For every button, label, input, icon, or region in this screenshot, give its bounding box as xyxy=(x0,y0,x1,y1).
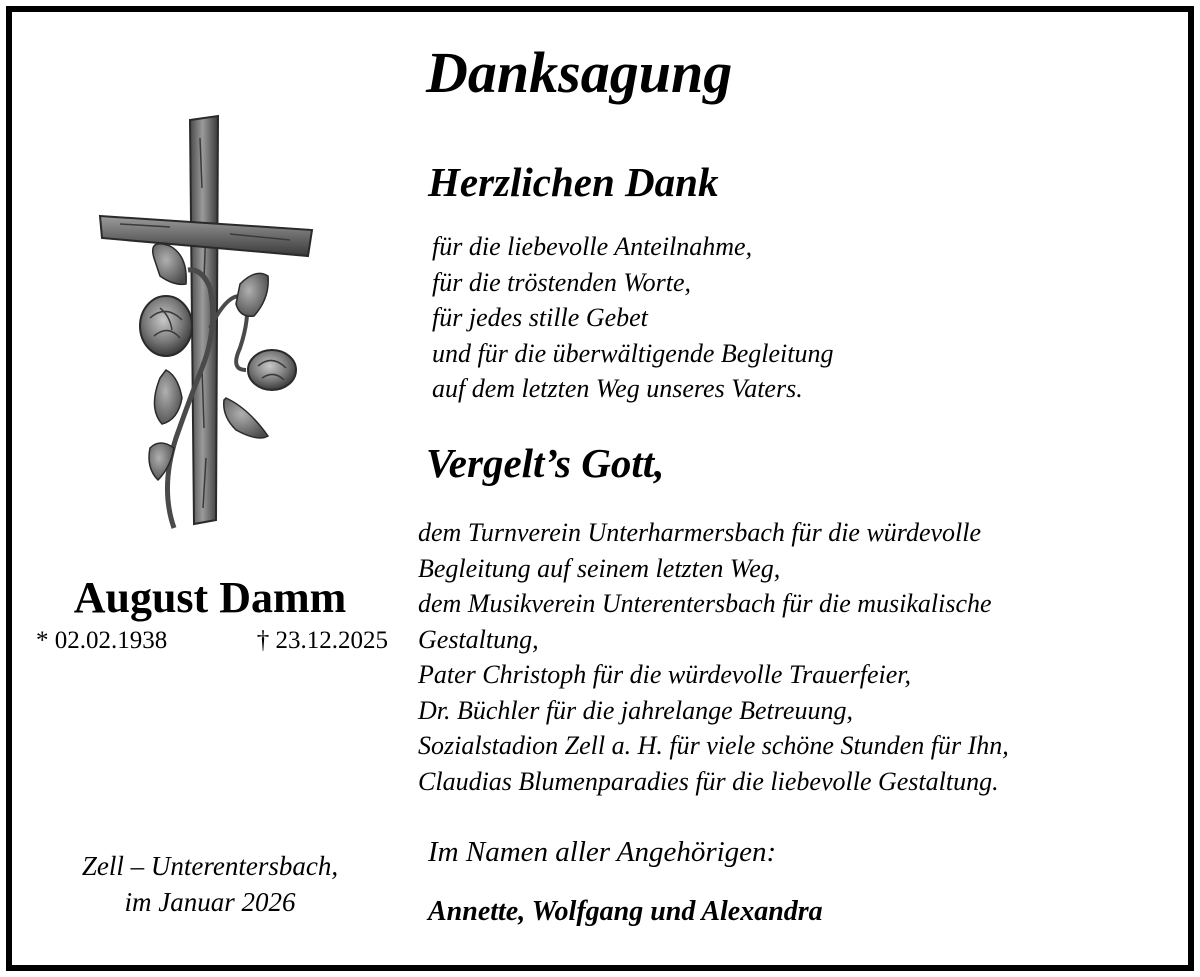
vergelts-line: Dr. Büchler für die jahrelange Betreuung, xyxy=(418,695,853,725)
thanks-heading: Herzlichen Dank xyxy=(428,159,719,205)
cross-with-roses-icon xyxy=(90,108,330,533)
vergelts-line: dem Musikverein Unterentersbach für die musikalische xyxy=(418,589,992,618)
thanks-line: für die tröstenden Worte, xyxy=(432,267,692,297)
closing-line: Im Namen aller Angehörigen: xyxy=(428,836,777,868)
thanks-line: auf dem letzten Weg unseres Vaters. xyxy=(432,374,803,403)
date-line: im Januar 2026 xyxy=(124,887,296,917)
vergelts-line: Begleitung auf seinem letzten Weg, xyxy=(418,553,781,583)
thanks-line: und für die überwältigende Begleitung xyxy=(432,338,834,368)
vergelts-line: Gestaltung, xyxy=(418,624,539,654)
vergelts-line: Claudias Blumenparadies für die liebevolle Gestaltung. xyxy=(418,766,999,796)
vergelts-heading: Vergelt’s Gott, xyxy=(426,440,665,486)
cross-illustration xyxy=(90,108,330,533)
birth-date: * 02.02.1938 xyxy=(36,627,168,654)
vergelts-lines xyxy=(418,515,1009,799)
place-and-date xyxy=(20,848,400,920)
death-date: † 23.12.2025 xyxy=(256,627,388,654)
vergelts-line: dem Turnverein Unterharmersbach für die würdevolle xyxy=(418,518,982,547)
thanks-lines xyxy=(432,229,834,407)
thanks-line: für jedes stille Gebet xyxy=(432,303,648,332)
place-line: Zell – Unterentersbach, xyxy=(81,851,339,881)
thanks-line: für die liebevolle Anteilnahme, xyxy=(432,232,753,261)
vergelts-line: Pater Christoph für die würdevolle Trauerfeier, xyxy=(418,660,912,689)
vergelts-line: Sozialstadion Zell a. H. für viele schöne Stunden für Ihn, xyxy=(418,731,1009,760)
notice-heading: Danksagung xyxy=(426,40,733,105)
signers: Annette, Wolfgang und Alexandra xyxy=(428,896,823,927)
deceased-name: August Damm xyxy=(73,573,347,622)
